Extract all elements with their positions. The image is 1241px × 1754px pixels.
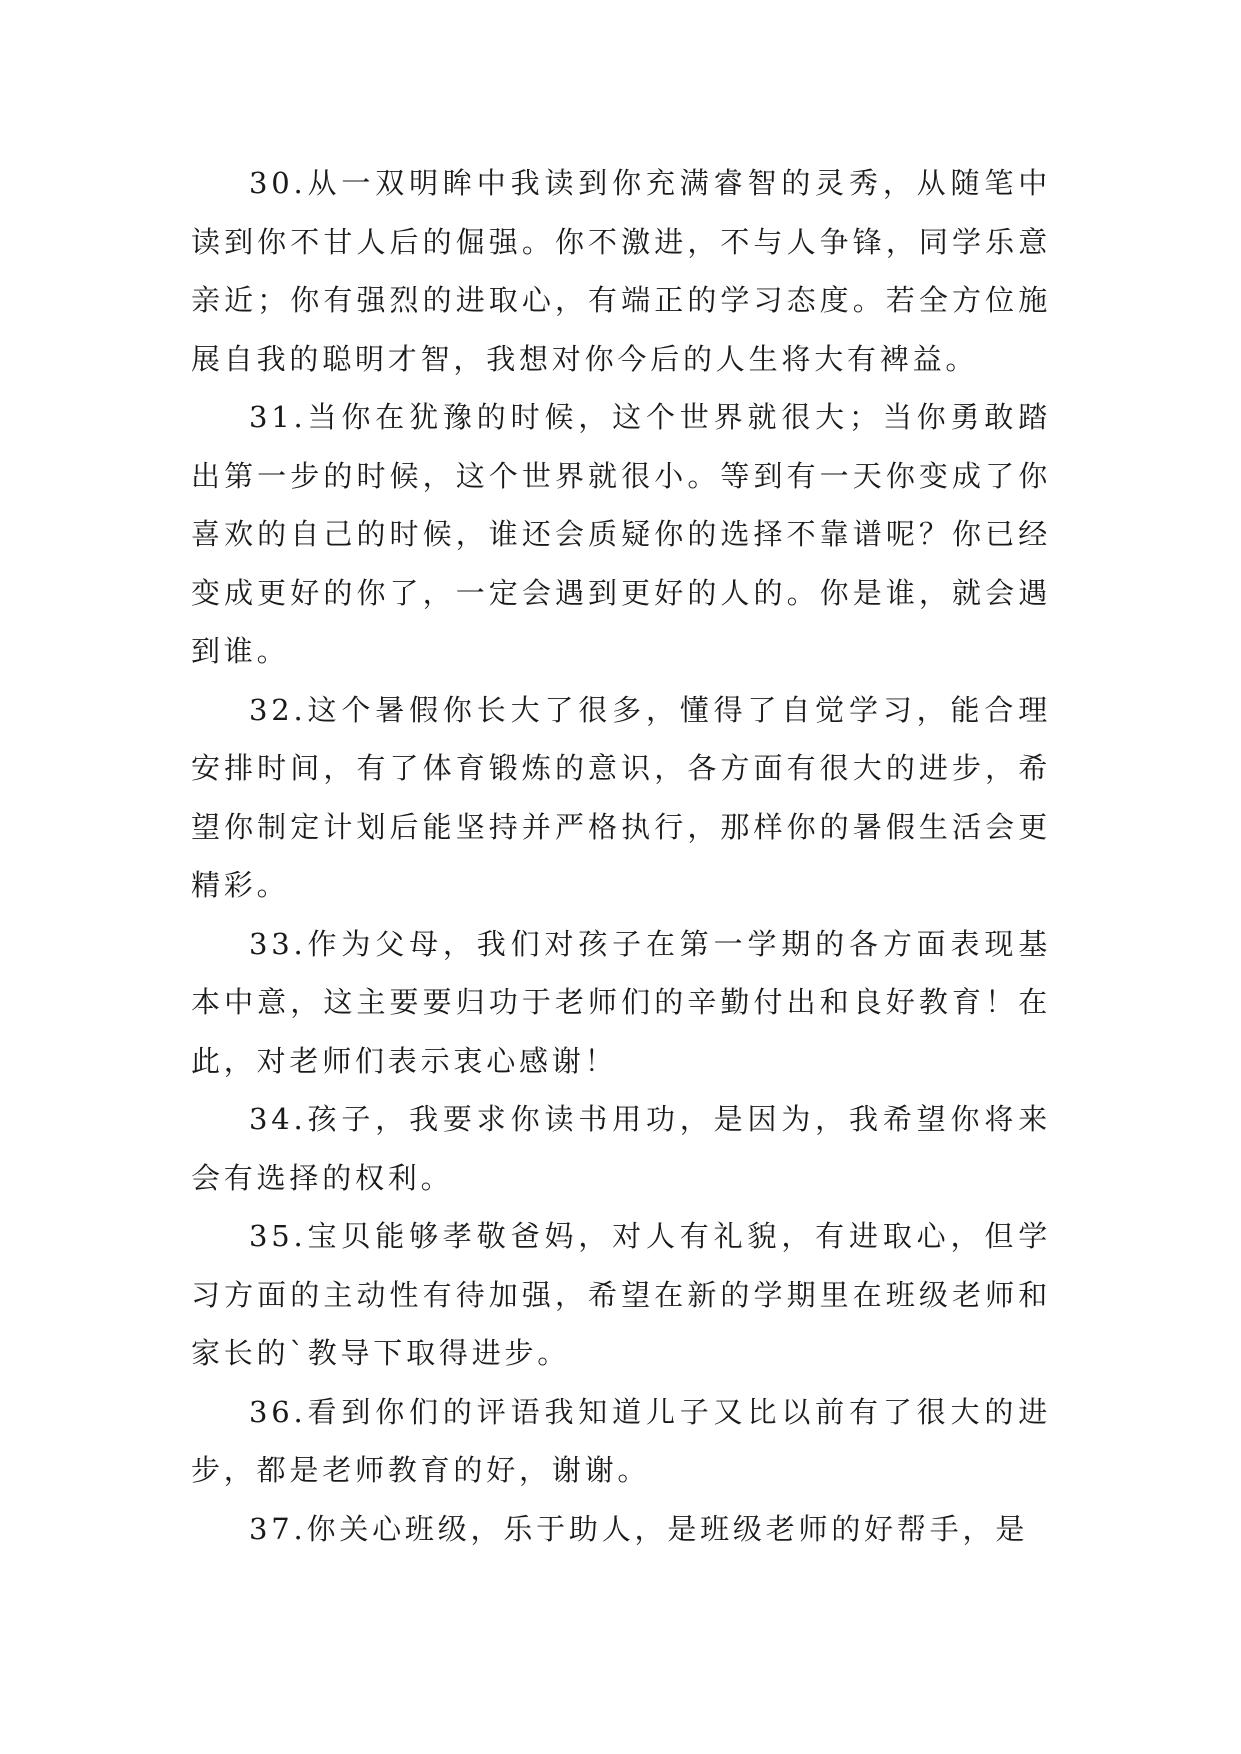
paragraph-31: 31.当你在犹豫的时候，这个世界就很大；当你勇敢踏出第一步的时候，这个世界就很小。等到有一天你变成了你喜欢的自己的时候，谁还会质疑你的选择不靠谱呢？你已经变成更好的你了，一定会遇到更好的人的。你是谁，就会遇到谁。: [191, 400, 1051, 668]
document-body: [191, 154, 1051, 1558]
paragraph-35: 35.宝贝能够孝敬爸妈，对人有礼貌，有进取心，但学习方面的主动性有待加强，希望在新的学期里在班级老师和家长的`教导下取得进步。: [191, 1219, 1051, 1370]
paragraph-37: 37.你关心班级，乐于助人，是班级老师的好帮手，是: [249, 1511, 1029, 1546]
paragraph-30: 30.从一双明眸中我读到你充满睿智的灵秀，从随笔中读到你不甘人后的倔强。你不激进，不与人争锋，同学乐意亲近；你有强烈的进取心，有端正的学习态度。若全方位施展自我的聪明才智，我想对你今后的人生将大有裨益。: [191, 166, 1051, 376]
paragraph-33: 33.作为父母，我们对孩子在第一学期的各方面表现基本中意，这主要要归功于老师们的辛勤付出和良好教育！在此，对老师们表示衷心感谢！: [191, 926, 1051, 1078]
paragraph-34: 34.孩子，我要求你读书用功，是因为，我希望你将来会有选择的权利。: [191, 1102, 1051, 1195]
paragraph-36: 36.看到你们的评语我知道儿子又比以前有了很大的进步，都是老师教育的好，谢谢。: [191, 1394, 1051, 1487]
paragraph-32: 32.这个暑假你长大了很多，懂得了自觉学习，能合理安排时间，有了体育锻炼的意识，各方面有很大的进步，希望你制定计划后能坚持并严格执行，那样你的暑假生活会更精彩。: [191, 692, 1051, 902]
